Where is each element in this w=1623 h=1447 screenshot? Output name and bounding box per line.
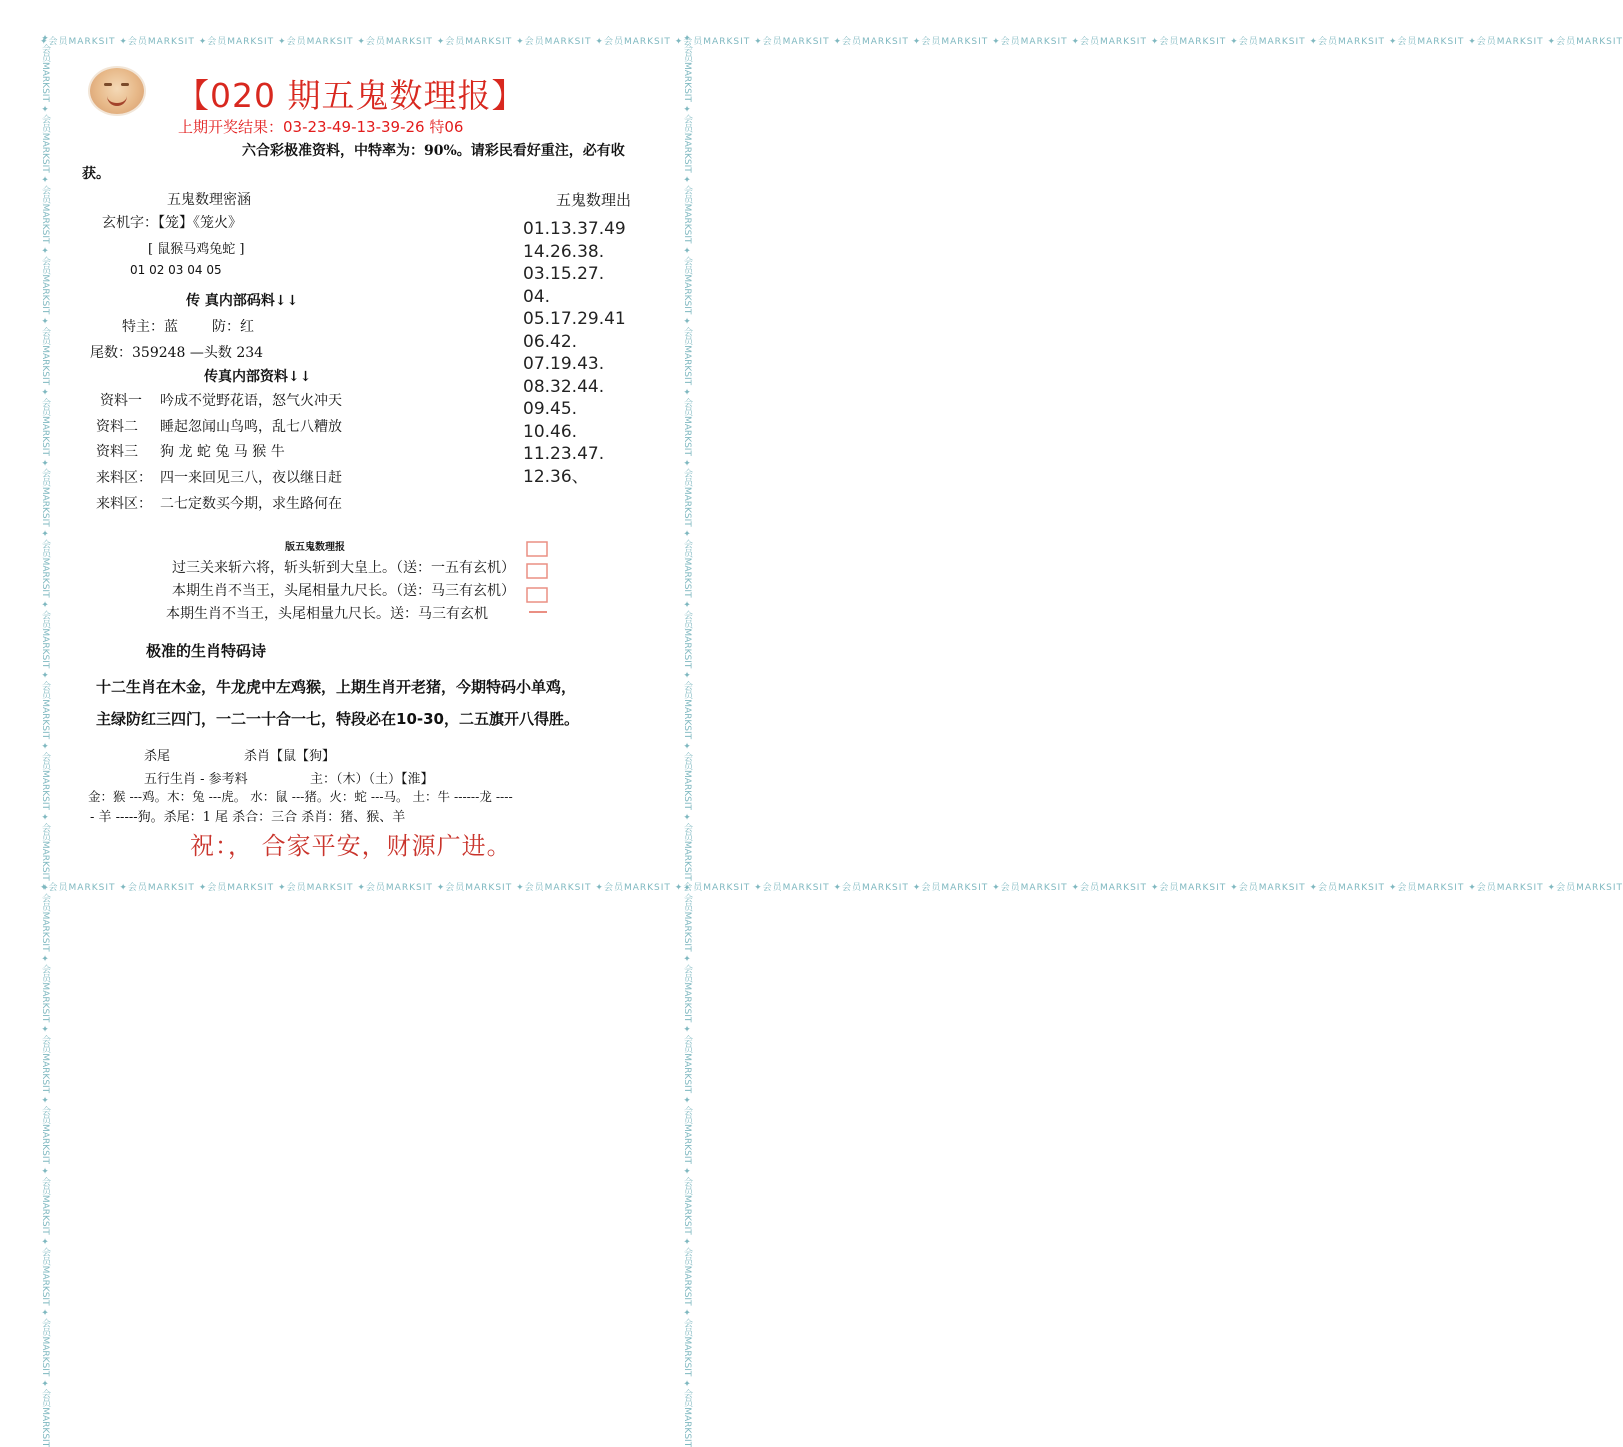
wuxing-label: 五行生肖 - 参考料 <box>144 772 248 787</box>
number-row: 09.45. <box>523 399 578 419</box>
watermark-border-left: ✦会员MARKSIT ✦会员MARKSIT ✦会员MARKSIT ✦会员MARKSIT ✦会员MARKSIT ✦会员MARKSIT ✦会员MARKSIT ✦会员MARKSIT ✦会员MARKSIT ✦会员MARKSIT ✦会员MARKSIT ✦会员MARKSIT ✦会员MARKSIT ✦会员MARKSIT ✦会员MARKSIT ✦会员MARKSIT ✦会员MARKSIT ✦会员MARKSIT ✦会员MARKSIT ✦会员MARKSIT <box>40 34 50 1447</box>
section2-line-2: 本期生肖不当王，头尾相量九尺长。（送：马三有玄机） <box>172 583 515 599</box>
intro-text-line-2: 获。 <box>82 166 110 182</box>
page-title: 【020 期五鬼数理报】 <box>176 76 526 115</box>
section2-line-1: 过三关来斩六将，斩头斩到大皇上。（送：一五有玄机） <box>172 560 515 576</box>
last-draw-result: 上期开奖结果：03-23-49-13-39-26 特06 <box>178 118 464 136</box>
poem-line-2: 主绿防红三四门，一二一十合一七，特段必在10-30，二五旗开八得胜。 <box>96 710 579 728</box>
laoliao2-text: 二七定数买今期，求生路何在 <box>160 496 342 512</box>
number-row: 01.13.37.49 <box>523 219 626 239</box>
te-zhu-text: 特主：蓝 <box>122 319 178 335</box>
left-section-title: 五鬼数理密涵 <box>167 192 251 208</box>
section2-line-3: 本期生肖不当王，头尾相量九尺长。送：马三有玄机 <box>166 606 488 622</box>
weishu-text: 尾数：359248 —头数 234 <box>90 345 264 361</box>
shaxiao-text: 杀肖【鼠【狗】 <box>244 749 336 764</box>
zhu-text: 主：（木）（土）【淮】 <box>310 772 434 787</box>
fax-title-2: 传真内部资料↓↓ <box>204 369 312 385</box>
zodiac-numbers: 01 02 03 04 05 <box>130 263 222 277</box>
blessing-text: 祝：， 合家平安，财源广进。 <box>190 832 512 860</box>
number-row: 03.15.27. <box>523 264 605 284</box>
ziliao3-text: 狗 龙 蛇 兔 马 猴 牛 <box>160 444 285 460</box>
poem-line-1: 十二生肖在木金，牛龙虎中左鸡猴，上期生肖开老猪，今期特码小单鸡， <box>96 678 577 696</box>
ziliao1-label: 资料一 <box>100 393 142 409</box>
wuxing-line-b: - 羊 -----狗。杀尾：1 尾 杀合：三合 杀肖：猪、猴、羊 <box>90 810 406 825</box>
wuxing-line-a: 金：猴 ---鸡。木：兔 ---虎。 水：鼠 ---猪。火：蛇 ---马。 土：牛 ------龙 ---- <box>88 789 513 804</box>
fax-title-1: 传 真内部码料↓↓ <box>186 293 299 309</box>
ziliao2-text: 睡起忽闻山鸟鸣，乱七八糟放 <box>160 419 342 435</box>
ziliao2-label: 资料二 <box>96 419 138 435</box>
xuanji-text: 玄机字：【笼】《笼火》 <box>102 215 242 231</box>
number-row: 05.17.29.41 <box>523 309 626 329</box>
watermark-border-top: ✦会员MARKSIT ✦会员MARKSIT ✦会员MARKSIT ✦会员MARKSIT ✦会员MARKSIT ✦会员MARKSIT ✦会员MARKSIT ✦会员MARKSIT ✦会员MARKSIT ✦会员MARKSIT ✦会员MARKSIT ✦会员MARKSIT ✦会员MARKSIT ✦会员MARKSIT ✦会员MARKSIT ✦会员MARKSIT ✦会员MARKSIT ✦会员MARKSIT ✦会员MARKSIT ✦会员MARKSIT <box>40 37 1623 47</box>
watermark-border-bottom: ✦会员MARKSIT ✦会员MARKSIT ✦会员MARKSIT ✦会员MARKSIT ✦会员MARKSIT ✦会员MARKSIT ✦会员MARKSIT ✦会员MARKSIT ✦会员MARKSIT ✦会员MARKSIT ✦会员MARKSIT ✦会员MARKSIT ✦会员MARKSIT ✦会员MARKSIT ✦会员MARKSIT ✦会员MARKSIT ✦会员MARKSIT ✦会员MARKSIT ✦会员MARKSIT ✦会员MARKSIT <box>40 883 1623 893</box>
red-stamp-mark <box>525 540 551 620</box>
laoliao1-text: 四一来回见三八，夜以继日赶 <box>160 470 342 486</box>
number-list <box>523 218 673 488</box>
number-row: 04. <box>523 286 551 307</box>
zodiac-box: [ 鼠猴马鸡兔蛇 ] <box>148 242 245 257</box>
poem-title: 极准的生肖特码诗 <box>146 642 267 660</box>
laoliao2-label: 来料区： <box>96 496 152 512</box>
laoliao1-label: 来料区： <box>96 470 152 486</box>
ziliao3-label: 资料三 <box>96 444 138 460</box>
number-row: 06.42. <box>523 331 578 352</box>
number-row: 11.23.47. <box>523 444 605 464</box>
right-section-title: 五鬼数理出 <box>556 191 632 209</box>
ziliao1-text: 吟成不觉野花语，怒气火冲天 <box>160 393 342 409</box>
number-row: 14.26.38. <box>523 241 605 262</box>
intro-text-line-1: 六合彩极准资料，中特率为：90%。请彩民看好重注，必有收 <box>242 143 625 159</box>
number-row: 07.19.43. <box>523 354 605 374</box>
shawei-label: 杀尾 <box>144 749 171 764</box>
number-row: 12.36、 <box>523 466 589 487</box>
number-row: 10.46. <box>523 421 578 442</box>
fang-text: 防：红 <box>212 319 254 335</box>
number-row: 08.32.44. <box>523 376 605 397</box>
mascot-logo-image <box>90 68 144 114</box>
watermark-border-right: ✦会员MARKSIT ✦会员MARKSIT ✦会员MARKSIT ✦会员MARKSIT ✦会员MARKSIT ✦会员MARKSIT ✦会员MARKSIT ✦会员MARKSIT ✦会员MARKSIT ✦会员MARKSIT ✦会员MARKSIT ✦会员MARKSIT ✦会员MARKSIT ✦会员MARKSIT ✦会员MARKSIT ✦会员MARKSIT ✦会员MARKSIT ✦会员MARKSIT ✦会员MARKSIT ✦会员MARKSIT <box>682 34 692 1447</box>
section2-title: 版五鬼数理报 <box>285 542 345 553</box>
